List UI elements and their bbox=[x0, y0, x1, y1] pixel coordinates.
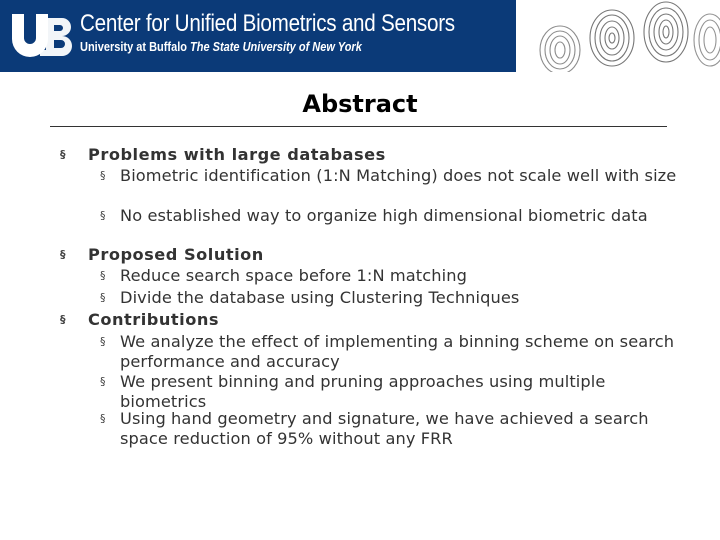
fingerprints-image bbox=[520, 0, 720, 72]
square-bullet-icon: § bbox=[100, 335, 106, 348]
sub-bullet-text: No established way to organize high dimensional biometric data bbox=[120, 206, 648, 225]
header bbox=[0, 0, 720, 72]
bullet-item-problems bbox=[60, 145, 386, 165]
sub-bullet-item bbox=[100, 288, 680, 308]
center-subtitle bbox=[80, 40, 362, 54]
sub-bullet-item bbox=[100, 332, 680, 371]
sub-bullet-item bbox=[100, 206, 680, 226]
sub-bullet-text: We analyze the effect of implementing a binning scheme on search performance and accuracy bbox=[120, 332, 675, 371]
slide-title: Abstract bbox=[302, 90, 418, 118]
bullet-label: Problems with large databases bbox=[88, 145, 386, 164]
sub-bullet-text: We present binning and pruning approaches using multiple biometrics bbox=[120, 372, 606, 411]
center-title: Center for Unified Biometrics and Sensors bbox=[80, 10, 455, 37]
bullet-item-contributions bbox=[60, 310, 219, 330]
square-bullet-icon: § bbox=[100, 375, 106, 388]
square-bullet-icon: § bbox=[100, 209, 106, 222]
square-bullet-icon: § bbox=[100, 291, 106, 304]
square-bullet-icon: § bbox=[60, 313, 66, 326]
bullet-label: Proposed Solution bbox=[88, 245, 264, 264]
sub-bullet-text: Divide the database using Clustering Techniques bbox=[120, 288, 520, 307]
sub-bullet-text: Using hand geometry and signature, we have achieved a search space reduction of 95% without any FRR bbox=[120, 409, 649, 448]
sub-bullet-item bbox=[100, 409, 680, 448]
header-band bbox=[0, 0, 516, 72]
bullet-item-solution bbox=[60, 245, 264, 265]
bullet-label: Contributions bbox=[88, 310, 219, 329]
title-divider bbox=[50, 126, 667, 127]
sub-bullet-text: Reduce search space before 1:N matching bbox=[120, 266, 467, 285]
square-bullet-icon: § bbox=[100, 169, 106, 182]
square-bullet-icon: § bbox=[100, 412, 106, 425]
university-name: University at Buffalo bbox=[80, 40, 187, 54]
square-bullet-icon: § bbox=[100, 269, 106, 282]
ub-logo-icon bbox=[10, 12, 76, 58]
square-bullet-icon: § bbox=[60, 148, 66, 161]
sub-bullet-item bbox=[100, 266, 680, 286]
sub-bullet-item bbox=[100, 372, 680, 411]
square-bullet-icon: § bbox=[60, 248, 66, 261]
sub-bullet-item bbox=[100, 166, 680, 186]
sub-bullet-text: Biometric identification (1:N Matching) does not scale well with size bbox=[120, 166, 677, 185]
university-tagline: The State University of New York bbox=[190, 40, 362, 54]
